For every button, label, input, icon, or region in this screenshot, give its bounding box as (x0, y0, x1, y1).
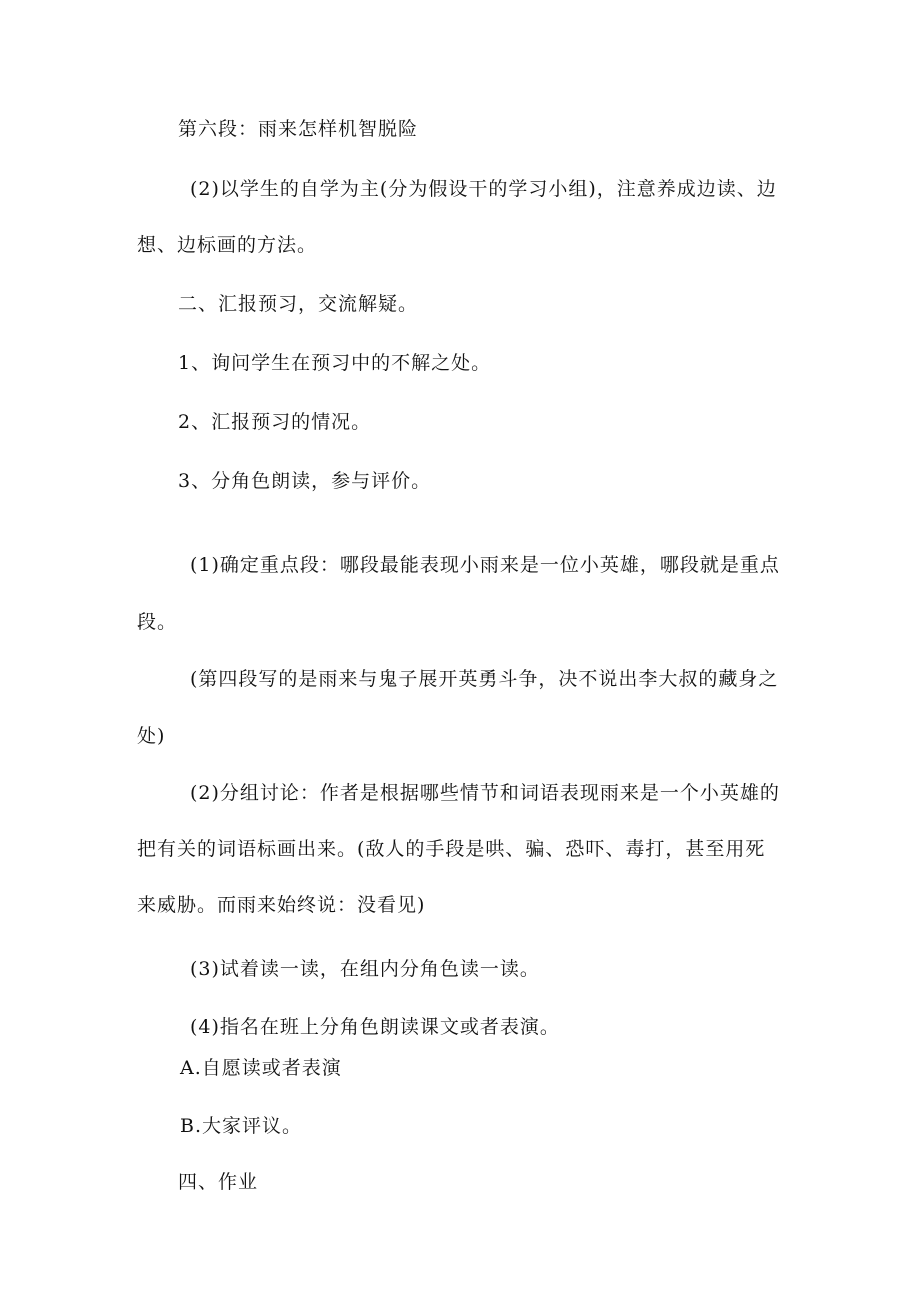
paragraph-method-line-2: 想、边标画的方法。 (137, 234, 318, 256)
sub-item-4: (4)指名在班上分角色朗读课文或者表演。 (190, 1016, 560, 1038)
sub-item-2-line-1: (2)分组讨论：作者是根据哪些情节和词语表现雨来是一个小英雄的 (190, 782, 780, 804)
list-item-2: 2、汇报预习的情况。 (178, 411, 372, 433)
section-heading-homework: 四、作业 (178, 1171, 259, 1193)
option-b: B.大家评议。 (180, 1115, 303, 1137)
paragraph-heading-section-six: 第六段：雨来怎样机智脱险 (178, 118, 419, 140)
sub-item-3: (3)试着读一读，在组内分角色读一读。 (190, 958, 540, 980)
note-line-2: 处) (137, 725, 166, 747)
paragraph-method-line-1: (2)以学生的自学为主(分为假设干的学习小组)，注意养成边读、边 (190, 178, 777, 200)
sub-item-2-line-3: 来威胁。而雨来始终说：没看见) (137, 894, 426, 916)
list-item-3: 3、分角色朗读，参与评价。 (178, 470, 432, 492)
note-line-1: (第四段写的是雨来与鬼子展开英勇斗争，决不说出李大叔的藏身之 (190, 668, 779, 690)
sub-item-2-line-2: 把有关的词语标画出来。(敌人的手段是哄、骗、恐吓、毒打，甚至用死 (137, 838, 766, 860)
option-a: A.自愿读或者表演 (180, 1057, 342, 1079)
list-item-1: 1、询问学生在预习中的不解之处。 (178, 352, 492, 374)
section-heading-report: 二、汇报预习，交流解疑。 (178, 293, 419, 315)
sub-item-1-line-1: (1)确定重点段：哪段最能表现小雨来是一位小英雄，哪段就是重点 (190, 554, 780, 576)
sub-item-1-line-2: 段。 (137, 611, 178, 633)
